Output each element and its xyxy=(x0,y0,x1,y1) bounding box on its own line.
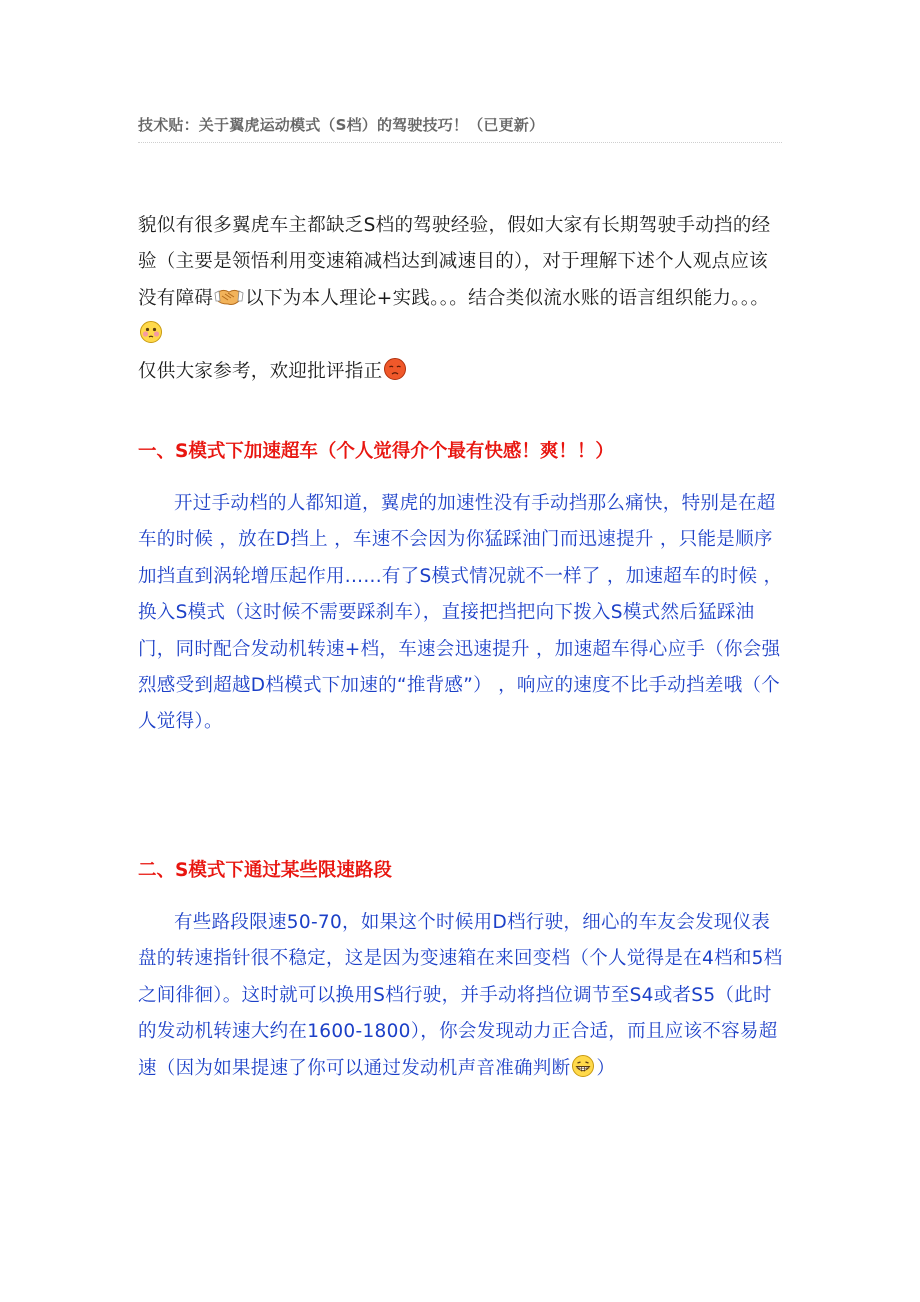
intro-text-2: 以下为本人理论+实践。。。结合类似流水账的语言组织能力。。。 xyxy=(245,287,770,309)
section-2-body xyxy=(138,905,784,1087)
article-title: 技术贴：关于翼虎运动模式（S档）的驾驶技巧！（已更新） xyxy=(138,116,545,134)
intro-paragraph xyxy=(138,208,784,390)
section-2-heading: 二、S模式下通过某些限速路段 xyxy=(138,860,392,881)
section-2-text-1: 有些路段限速50-70，如果这个时候用D档行驶，细心的车友会发现仪表盘的转速指针很不稳定，这是因为变速箱在来回变档（个人觉得是在4档和5档之间徘徊）。这时就可以换用S档行驶，并手动将挡位调节至S4或者S5（此时的发动机转速大约在1600-1800），你会发现动力正合适，而且应该不容易超速（因为如果提速了你可以通过发动机声音准确判断 xyxy=(138,912,783,1079)
section-2-text-2: ） xyxy=(596,1057,616,1079)
section-1-body xyxy=(138,486,784,741)
handshake-icon xyxy=(214,286,244,308)
intro-text-1: 貌似有很多翼虎车主都缺乏S档的驾驶经验，假如大家有长期驾驶手动挡的经验（主要是领悟利用变速箱减档达到减速目的），对于理解下述个人观点应该没有障碍 xyxy=(138,215,771,309)
section-1-text: 开过手动档的人都知道，翼虎的加速性没有手动挡那么痛快，特别是在超车的时候 ，放在D挡上 ，车速不会因为你猛踩油门而迅速提升 ，只能是顺序加挡直到涡轮增压起作用......有了S模式情况就不一样了 ，加速超车的时候 ，换入S模式（这时候不需要踩刹车），直接把挡把向下拨入S模式然后猛踩油门，同时配合发动机转速+档，车速会迅速提升 ，加速超车得心应手（你会强烈感受到超越D档模式下加速的“推背感”） ，响应的速度不比手动挡差哦（个人觉得）。 xyxy=(138,493,783,733)
blushing-face-icon xyxy=(139,320,163,344)
section-1-heading: 一、S模式下加速超车（个人觉得介个最有快感！爽！！） xyxy=(138,441,614,462)
grinning-face-icon xyxy=(571,1054,595,1078)
title-divider xyxy=(138,142,782,143)
sad-face-icon xyxy=(383,357,407,381)
intro-text-3: 仅供大家参考，欢迎批评指正 xyxy=(138,360,383,382)
